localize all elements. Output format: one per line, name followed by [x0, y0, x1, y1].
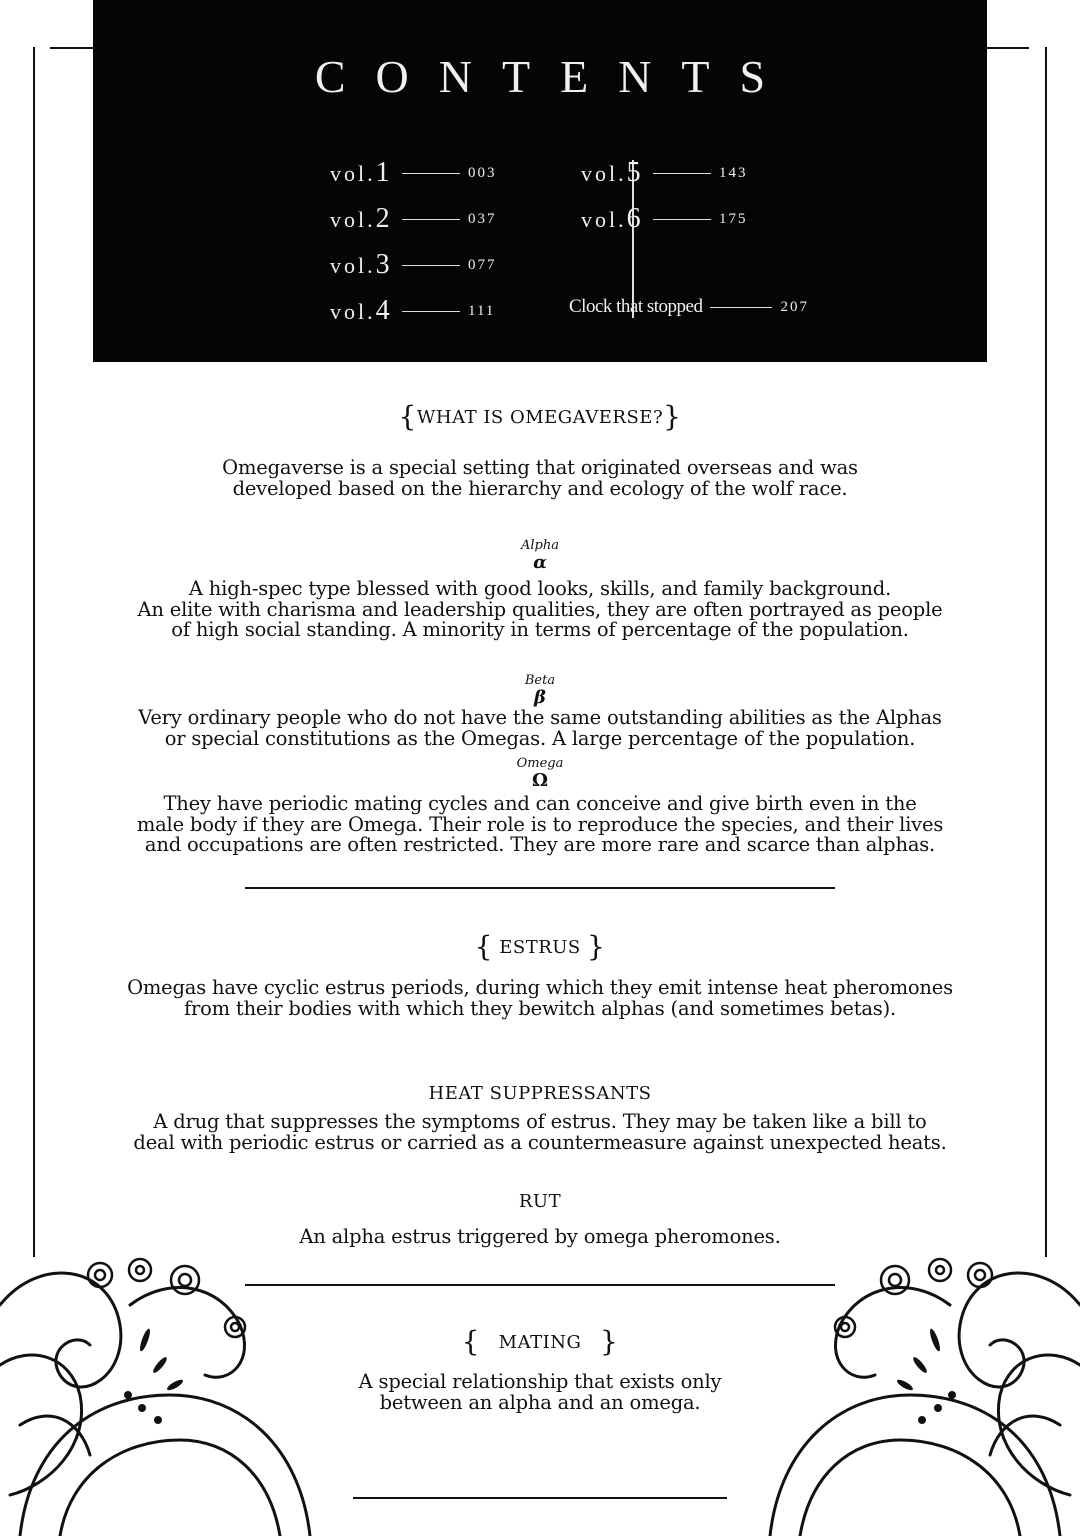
- toc-entry[interactable]: [581, 196, 748, 242]
- flourish-left-ornament: [0, 1245, 330, 1536]
- contents-title: CONTENTS: [314, 51, 796, 102]
- toc-extra-label: Clock that stopped: [569, 296, 703, 317]
- toc-page-number: 207: [780, 298, 809, 315]
- toc-left-column: [330, 150, 497, 334]
- beta-symbol: β: [534, 687, 546, 708]
- frame-top-left-tick: [50, 47, 93, 49]
- omega-description: They have periodic mating cycles and can conceive and give birth even in the male body if they are Omega. Their role is to reproduce the species, and their lives and occupations are often restricted. They are more rare and scarce than alphas.: [136, 792, 944, 856]
- omega-label: Omega: [516, 756, 564, 771]
- toc-entry[interactable]: [581, 150, 748, 196]
- toc-entry[interactable]: [330, 242, 497, 288]
- section-divider: [245, 887, 835, 889]
- estrus-description: Omegas have cyclic estrus periods, during which they emit intense heat pheromones from their bodies with which they bewitch alphas (and sometimes betas).: [127, 976, 953, 1020]
- toc-leader: [653, 173, 711, 174]
- toc-volume: vol.4: [330, 295, 390, 326]
- toc-right-column: [581, 150, 748, 242]
- toc-page-number: 037: [468, 210, 497, 227]
- frame-right-vertical: [1045, 47, 1047, 1257]
- heat-suppressants-description: A drug that suppresses the symptoms of estrus. They may be taken like a bill to deal with periodic estrus or carried as a countermeasure against unexpected heats.: [133, 1110, 947, 1154]
- frame-left-vertical: [33, 47, 35, 1257]
- rut-heading: RUT: [518, 1191, 562, 1212]
- toc-volume: vol.2: [330, 203, 390, 234]
- toc-entry-extra[interactable]: [569, 296, 809, 318]
- estrus-heading: { ESTRUS }: [474, 930, 606, 963]
- alpha-label: Alpha: [521, 538, 559, 553]
- alpha-symbol: α: [533, 552, 547, 573]
- toc-volume: vol.6: [581, 203, 641, 234]
- toc-page-number: 175: [719, 210, 748, 227]
- toc-leader: [402, 311, 460, 312]
- omegaverse-intro: Omegaverse is a special setting that originated overseas and was developed based on the hierarchy and ecology of the wolf race.: [222, 456, 858, 500]
- rut-description: An alpha estrus triggered by omega pheromones.: [299, 1225, 781, 1248]
- section-divider: [245, 1284, 835, 1286]
- toc-leader: [710, 307, 772, 308]
- omega-symbol: Ω: [531, 770, 549, 791]
- toc-leader: [402, 173, 460, 174]
- toc-leader: [653, 219, 711, 220]
- toc-page-number: 003: [468, 164, 497, 181]
- toc-page-number: 111: [468, 302, 496, 319]
- toc-entry[interactable]: [330, 288, 497, 334]
- bottom-divider: [353, 1497, 727, 1499]
- contents-panel: [93, 0, 987, 362]
- mating-description: A special relationship that exists only between an alpha and an omega.: [358, 1370, 722, 1414]
- beta-label: Beta: [524, 673, 556, 688]
- mating-heading: { MATING }: [461, 1325, 619, 1358]
- toc-volume: vol.5: [581, 157, 641, 188]
- toc-page-number: 077: [468, 256, 497, 273]
- toc-leader: [402, 219, 460, 220]
- toc-volume: vol.3: [330, 249, 390, 280]
- toc-page-number: 143: [719, 164, 748, 181]
- beta-description: Very ordinary people who do not have the same outstanding abilities as the Alphas or special constitutions as the Omegas. A large percentage of the population.: [138, 706, 942, 750]
- flourish-right-ornament: [750, 1245, 1080, 1536]
- toc-volume: vol.1: [330, 157, 390, 188]
- toc-entry[interactable]: [330, 196, 497, 242]
- omegaverse-heading: {WHAT IS OMEGAVERSE?}: [398, 400, 682, 433]
- heat-suppressants-heading: HEAT SUPPRESSANTS: [428, 1083, 652, 1104]
- alpha-description: A high-spec type blessed with good looks, skills, and family background. An elite with charisma and leadership qualities, they are often portrayed as people of high social standing. A minority in terms of percentage of the population.: [137, 577, 943, 641]
- toc-entry[interactable]: [330, 150, 497, 196]
- frame-top-right-tick: [987, 47, 1029, 49]
- toc-leader: [402, 265, 460, 266]
